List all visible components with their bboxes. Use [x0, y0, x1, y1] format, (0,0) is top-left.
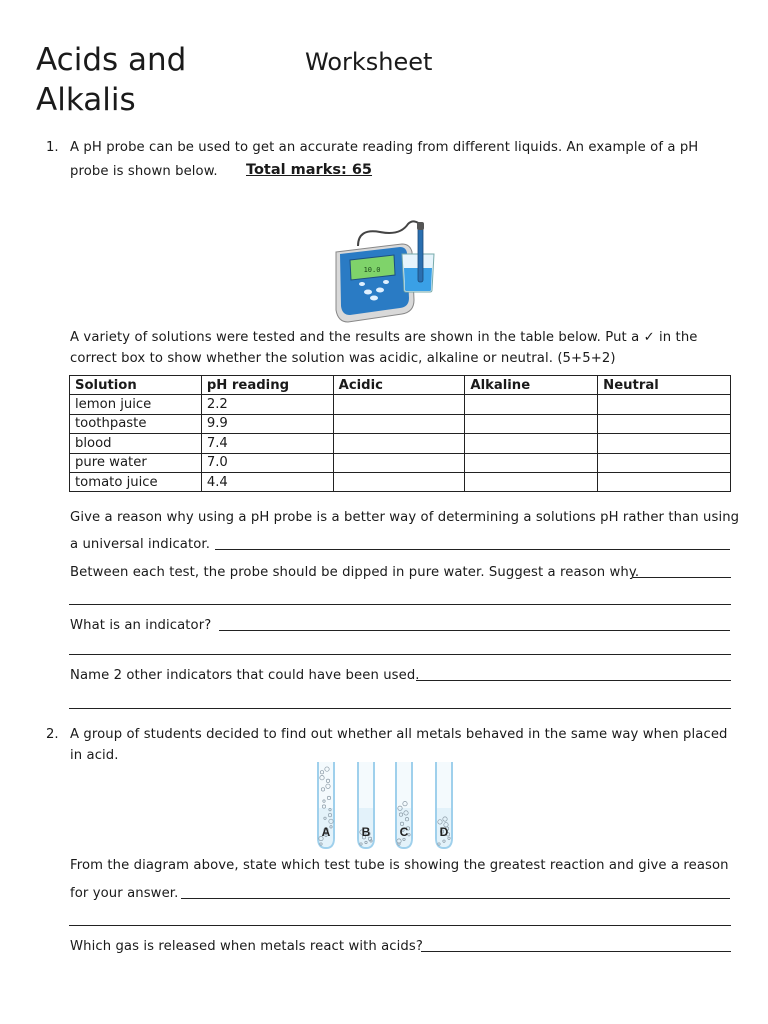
other-indicators-question: Name 2 other indicators that could have been used.: [70, 668, 420, 683]
answer-line-other-indicators-1[interactable]: [416, 680, 731, 681]
answer-line-indicator-1[interactable]: [219, 630, 730, 631]
neutral-checkbox-cell[interactable]: [598, 395, 731, 414]
diagram-question-line2: for your answer.: [70, 886, 179, 901]
acidic-checkbox-cell[interactable]: [333, 453, 465, 472]
acidic-checkbox-cell[interactable]: [333, 472, 465, 491]
indicator-question: What is an indicator?: [70, 618, 212, 633]
total-marks: Total marks: 65: [246, 162, 373, 178]
instruction-part2: in the: [659, 330, 698, 345]
probe-reason-line1: Give a reason why using a pH probe is a better way of determining a solutions pH rather than using: [70, 510, 740, 525]
tube-label: A: [321, 825, 331, 839]
rinse-question: Between each test, the probe should be dipped in pure water. Suggest a reason why.: [70, 565, 640, 580]
answer-line-rinse-1[interactable]: [633, 577, 731, 578]
alkaline-checkbox-cell[interactable]: [465, 453, 598, 472]
answer-line-indicator-2[interactable]: [69, 654, 731, 655]
test-tube-a: [318, 762, 334, 848]
tube-label: D: [439, 825, 449, 839]
alkaline-checkbox-cell[interactable]: [465, 414, 598, 433]
ph-reading-cell: 7.4: [201, 434, 333, 453]
q1-intro-line1: A pH probe can be used to get an accurate reading from different liquids. An example of a pH: [70, 140, 699, 155]
neutral-checkbox-cell[interactable]: [598, 453, 731, 472]
table-row: [70, 472, 731, 491]
worksheet-subtitle: Worksheet: [305, 48, 433, 76]
table-instruction-line2: correct box to show whether the solution was acidic, alkaline or neutral. (5+5+2): [70, 351, 616, 366]
solution-cell: pure water: [70, 453, 202, 472]
gas-question: Which gas is released when metals react with acids?: [70, 939, 423, 954]
worksheet-title: Acids and Alkalis: [36, 42, 187, 118]
solution-cell: lemon juice: [70, 395, 202, 414]
table-header-cell: pH reading: [201, 376, 333, 395]
table-header-row: [70, 376, 731, 395]
results-table: [69, 375, 731, 492]
test-tube-c: [396, 762, 412, 848]
table-row: [70, 395, 731, 414]
q2-number: 2.: [46, 727, 59, 742]
neutral-checkbox-cell[interactable]: [598, 414, 731, 433]
answer-line-diagram-1[interactable]: [181, 898, 730, 899]
q1-number: 1.: [46, 140, 59, 155]
instruction-part1: A variety of solutions were tested and the results are shown in the table below. Put a: [70, 330, 640, 345]
table-row: [70, 453, 731, 472]
table-header-cell: Solution: [70, 376, 202, 395]
alkaline-checkbox-cell[interactable]: [465, 472, 598, 491]
table-row: [70, 414, 731, 433]
neutral-checkbox-cell[interactable]: [598, 434, 731, 453]
alkaline-checkbox-cell[interactable]: [465, 395, 598, 414]
test-tube-b: [358, 762, 374, 848]
answer-line-rinse-2[interactable]: [69, 604, 731, 605]
answer-line-gas[interactable]: [421, 951, 731, 952]
table-header-cell: Neutral: [598, 376, 731, 395]
solution-cell: blood: [70, 434, 202, 453]
answer-line-other-indicators-2[interactable]: [69, 708, 731, 709]
test-tubes-image: [306, 758, 464, 854]
table-row: [70, 434, 731, 453]
q2-intro-line1: A group of students decided to find out whether all metals behaved in the same way when placed: [70, 727, 728, 742]
answer-line-diagram-2[interactable]: [69, 925, 731, 926]
table-header-cell: Acidic: [333, 376, 465, 395]
table-header-cell: Alkaline: [465, 376, 598, 395]
ph-reading-cell: 7.0: [201, 453, 333, 472]
ph-probe-image: [328, 220, 440, 328]
answer-line-probe-reason[interactable]: [215, 549, 730, 550]
q2-intro-line2: in acid.: [70, 748, 119, 763]
tick-icon: ✓: [643, 330, 655, 345]
ph-reading-cell: 4.4: [201, 472, 333, 491]
acidic-checkbox-cell[interactable]: [333, 395, 465, 414]
q1-intro-line2: probe is shown below.: [70, 164, 218, 179]
tube-label: C: [399, 825, 409, 839]
table-instruction-line1: [70, 330, 698, 345]
diagram-question-line1: From the diagram above, state which test tube is showing the greatest reaction and give a reason: [70, 858, 729, 873]
ph-reading-cell: 9.9: [201, 414, 333, 433]
test-tube-d: [436, 762, 452, 848]
ph-reading-cell: 2.2: [201, 395, 333, 414]
solution-cell: tomato juice: [70, 472, 202, 491]
probe-display-reading: 10.0: [363, 266, 381, 274]
test-tubes-diagram: [306, 758, 464, 854]
alkaline-checkbox-cell[interactable]: [465, 434, 598, 453]
tube-label: B: [361, 825, 371, 839]
solution-cell: toothpaste: [70, 414, 202, 433]
probe-reason-line2: a universal indicator.: [70, 537, 211, 552]
acidic-checkbox-cell[interactable]: [333, 414, 465, 433]
neutral-checkbox-cell[interactable]: [598, 472, 731, 491]
ph-probe-illustration: [328, 220, 440, 328]
acidic-checkbox-cell[interactable]: [333, 434, 465, 453]
